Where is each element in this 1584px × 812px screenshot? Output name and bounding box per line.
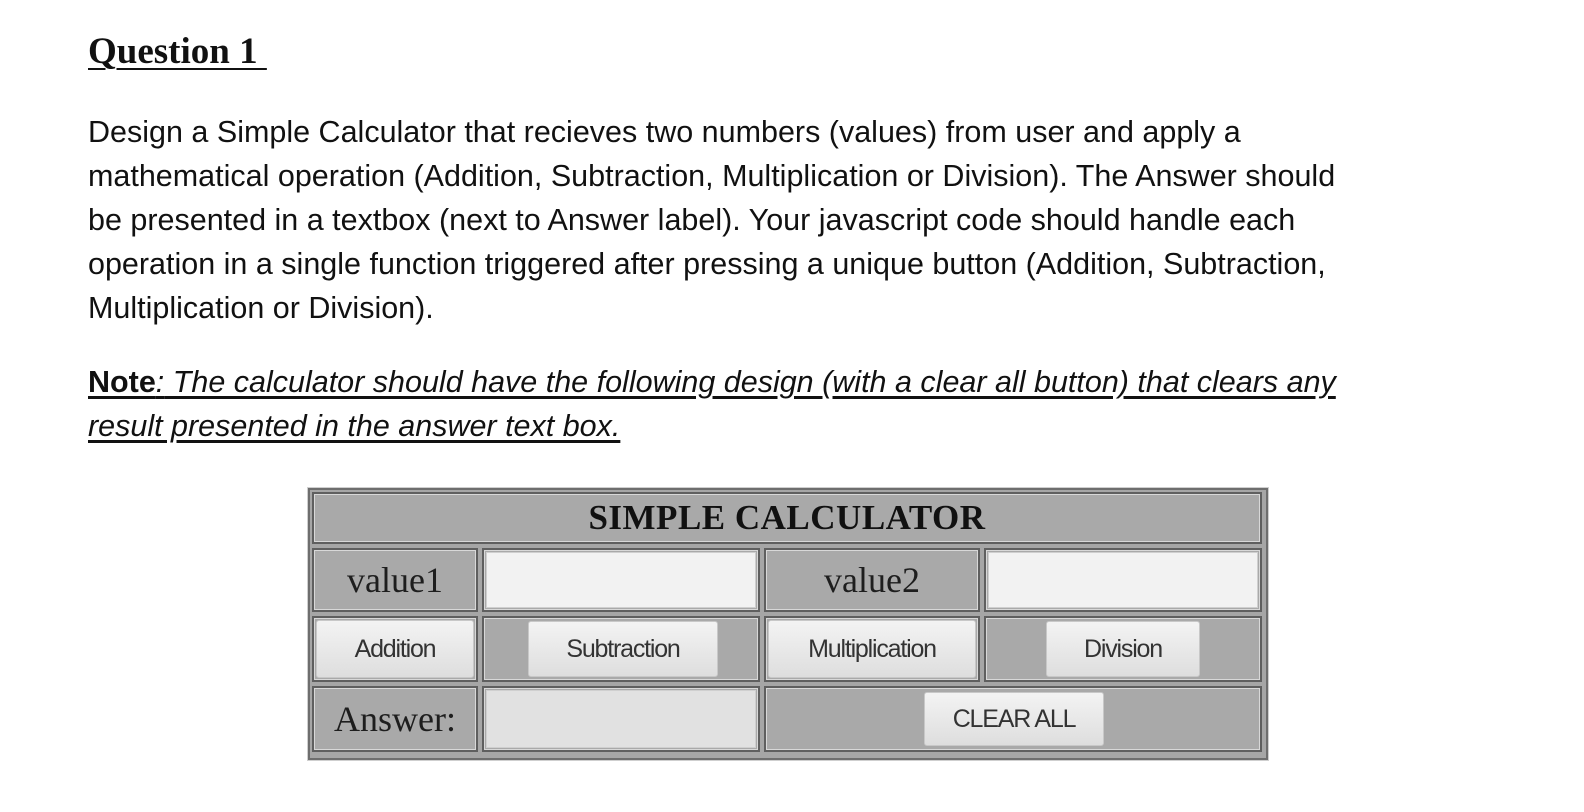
description-line: be presented in a textbox (next to Answer label). Your javascript code should handle each <box>88 203 1296 237</box>
value1-cell <box>482 548 760 612</box>
answer-cell <box>482 686 760 752</box>
note-label: Note <box>88 365 156 399</box>
calculator-figure <box>308 488 1268 760</box>
clear-all-button[interactable]: CLEAR ALL <box>924 692 1104 746</box>
value2-label: value2 <box>764 548 980 612</box>
subtraction-button[interactable]: Subtraction <box>528 621 718 677</box>
note-text-1: The calculator should have the following design (with a clear all button) that clears any <box>164 365 1336 399</box>
value2-input[interactable] <box>988 552 1258 608</box>
calculator-title: SIMPLE CALCULATOR <box>312 492 1262 544</box>
description-line: operation in a single function triggered after pressing a unique button (Addition, Subtraction, <box>88 247 1326 281</box>
note-paragraph <box>88 360 1336 448</box>
subtraction-cell <box>482 616 760 682</box>
value1-input[interactable] <box>486 552 756 608</box>
description-line: Multiplication or Division). <box>88 291 434 325</box>
addition-cell <box>312 616 478 682</box>
question-description <box>88 110 1508 330</box>
answer-label: Answer: <box>312 686 478 752</box>
value2-cell <box>984 548 1262 612</box>
note-text-2: result presented in the answer text box. <box>88 409 621 443</box>
multiplication-button[interactable]: Multiplication <box>768 620 976 678</box>
description-line: mathematical operation (Addition, Subtraction, Multiplication or Division). The Answer should <box>88 159 1336 193</box>
note-line-2 <box>88 404 1336 448</box>
answer-output[interactable] <box>486 690 756 748</box>
value1-label: value1 <box>312 548 478 612</box>
addition-button[interactable]: Addition <box>316 620 474 678</box>
division-button[interactable]: Division <box>1046 621 1200 677</box>
multiplication-cell <box>764 616 980 682</box>
division-cell <box>984 616 1262 682</box>
question-title: Question 1 <box>88 31 267 72</box>
note-line-1 <box>88 360 1336 404</box>
note-colon: : <box>155 365 165 399</box>
clear-all-cell <box>764 686 1262 752</box>
description-line: Design a Simple Calculator that recieves two numbers (values) from user and apply a <box>88 115 1241 149</box>
